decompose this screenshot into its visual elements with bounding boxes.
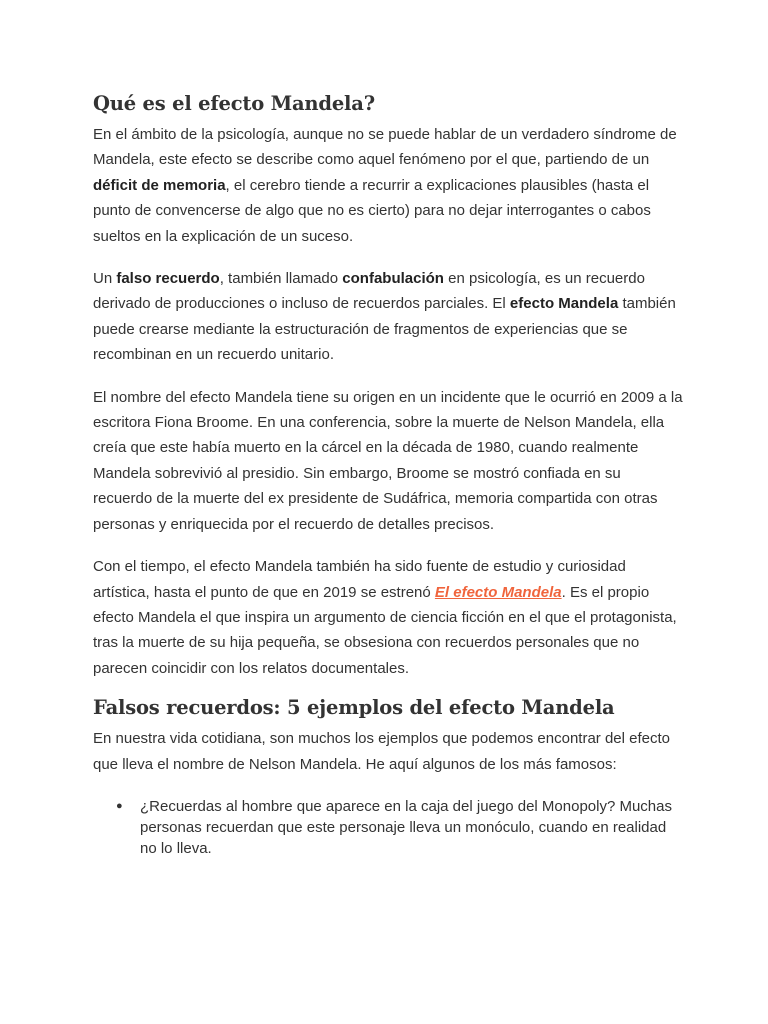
section-heading-what-is: Qué es el efecto Mandela? (93, 92, 375, 115)
paragraph-text: Con el tiempo, el efecto Mandela también ha sido fuente de estudio y curiosidad artística, hasta el punto de que en 2019 se estrenó (93, 558, 626, 601)
bold-term-false-memory: falso recuerdo (116, 270, 220, 288)
article (93, 92, 683, 859)
paragraph-false-memory (93, 266, 683, 368)
section-heading-examples: Falsos recuerdos: 5 ejemplos del efecto Mandela (93, 696, 615, 720)
bold-term-confabulation: confabulación (342, 270, 444, 288)
paragraph-film (93, 554, 683, 681)
bold-term-memory-deficit: déficit de memoria (93, 176, 226, 194)
list-item (116, 796, 683, 859)
examples-list (93, 796, 683, 859)
paragraph-text: también puede crearse mediante la estructuración de fragmentos de experiencias que se recombinan en un recuerdo unitario. (93, 295, 676, 364)
paragraph-text: En el ámbito de la psicología, aunque no se puede hablar de un verdadero síndrome de Mandela, este efecto se describe como aquel fenómeno por el que, partiendo de un (93, 126, 677, 169)
film-link[interactable]: El efecto Mandela (434, 583, 562, 601)
paragraph-text: . Es el propio efecto Mandela el que inspira un argumento de ciencia ficción en el que el protagonista, tras la muerte de su hija pequeña, se obsesiona con recuerdos personales que no parecen coincidir con los relatos documentales. (93, 583, 677, 677)
bullet-icon: ● (116, 799, 123, 812)
bold-term-mandela-effect: efecto Mandela (509, 295, 619, 313)
paragraph-text: , también llamado (219, 270, 343, 288)
list-item-text: ¿Recuerdas al hombre que aparece en la caja del juego del Monopoly? Muchas personas recuerdan que este personaje lleva un monóculo, cuando en realidad no lo lleva. (140, 797, 672, 857)
paragraph-text: , el cerebro tiende a recurrir a explicaciones plausibles (hasta el punto de convencerse de algo que no es cierto) para no dejar interrogantes o cabos sueltos en la explicación de un suceso. (93, 176, 651, 245)
paragraph-text: en psicología, es un recuerdo derivado de producciones o incluso de recuerdos parciales. El (93, 270, 645, 313)
paragraph-text: Un (93, 270, 117, 288)
paragraph-origin: El nombre del efecto Mandela tiene su origen en un incidente que le ocurrió en 2009 a la escritora Fiona Broome. En una conferencia, sobre la muerte de Nelson Mandela, ella creía que este había muerto en la cárcel en la década de 1980, cuando realmente Mandela sobrevivió al presidio. Sin embargo, Broome se mostró confiada en su recuerdo de la muerte del ex presidente de Sudáfrica, memoria compartida con otras personas y enriquecida por el recuerdo de detalles precisos. (93, 388, 683, 533)
paragraph-examples-intro: En nuestra vida cotidiana, son muchos los ejemplos que podemos encontrar del efecto que lleva el nombre de Nelson Mandela. He aquí algunos de los más famosos: (93, 730, 671, 773)
paragraph-definition (93, 122, 683, 249)
